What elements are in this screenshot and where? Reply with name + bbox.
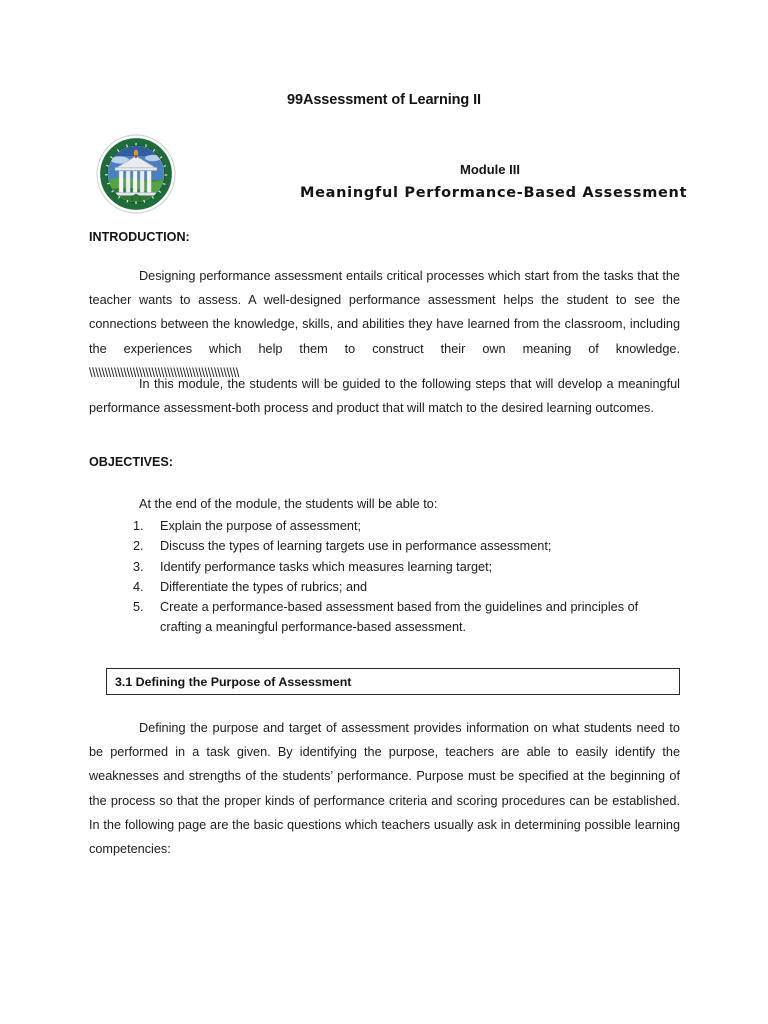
introduction-paragraph-1 xyxy=(89,264,680,385)
list-item xyxy=(89,557,680,577)
list-item-number: 3. xyxy=(133,559,144,574)
list-item-label: Create a performance-based assessment based from the guidelines and principles of crafting a meaningful performance-based assessment. xyxy=(160,600,639,635)
subsection-paragraph: Defining the purpose and target of assessment provides information on what students need to be performed in a task given. By identifying the purpose, teachers are able to easily identify the weaknesses and strengths of the students’ performance. Purpose must be specified at the beginning of the process so that the proper kinds of performance criteria and scoring procedures can be established. In the following page are the basic questions which teachers usually ask in determining possible learning competencies: xyxy=(89,721,680,857)
objectives-lead-in: At the end of the module, the students will be able to: xyxy=(139,497,438,511)
list-item-label: Differentiate the types of rubrics; and xyxy=(160,579,368,594)
page-title: 99Assessment of Learning II xyxy=(287,92,481,108)
introduction-paragraph-1-wrap xyxy=(89,264,680,385)
list-item xyxy=(89,597,680,638)
list-item-label: Discuss the types of learning targets use in performance assessment; xyxy=(160,539,552,554)
introduction-paragraph-2: In this module, the students will be guided to the following steps that will develop a meaningful performance assessment-both process and product that will match to the desired learning outcomes. xyxy=(89,377,680,416)
university-seal-icon xyxy=(96,134,176,214)
introduction-heading: INTRODUCTION: xyxy=(89,230,190,244)
introduction-slash-run: \\\\\\\\\\\\\\\\\\\\\\\\\\\\\\\\\\\\\\\\\\\\\\\\ xyxy=(89,365,239,380)
module-name: Meaningful Performance-Based Assessment xyxy=(300,185,688,201)
subsection-heading-label: 3.1 Defining the Purpose of Assessment xyxy=(115,674,352,689)
list-item xyxy=(89,536,680,556)
introduction-paragraph-2-wrap xyxy=(89,372,680,420)
list-item-number: 5. xyxy=(133,600,144,615)
module-heading-block xyxy=(300,160,688,201)
list-item-number: 2. xyxy=(133,539,144,554)
list-item-label: Identify performance tasks which measures learning target; xyxy=(160,559,493,574)
objectives-lead-in-wrap xyxy=(89,494,680,514)
list-item xyxy=(89,516,680,536)
module-number: Module III xyxy=(460,162,520,177)
list-item xyxy=(89,577,680,597)
subsection-heading-box xyxy=(106,668,680,695)
list-item-number: 4. xyxy=(133,579,144,594)
subsection-paragraph-wrap xyxy=(89,716,680,861)
objectives-list xyxy=(89,516,680,638)
objectives-heading: OBJECTIVES: xyxy=(89,455,173,469)
list-item-number: 1. xyxy=(133,519,144,533)
list-item-label: Explain the purpose of assessment; xyxy=(160,519,361,533)
introduction-paragraph-1-text: Designing performance assessment entails critical processes which start from the tasks that the teacher wants to assess. A well-designed performance assessment helps the student to see the connections between the knowledge, skills, and abilities they have learned from the classroom, including the experiences which help them to construct their own meaning of knowledge. xyxy=(89,269,680,356)
university-seal xyxy=(96,134,176,214)
